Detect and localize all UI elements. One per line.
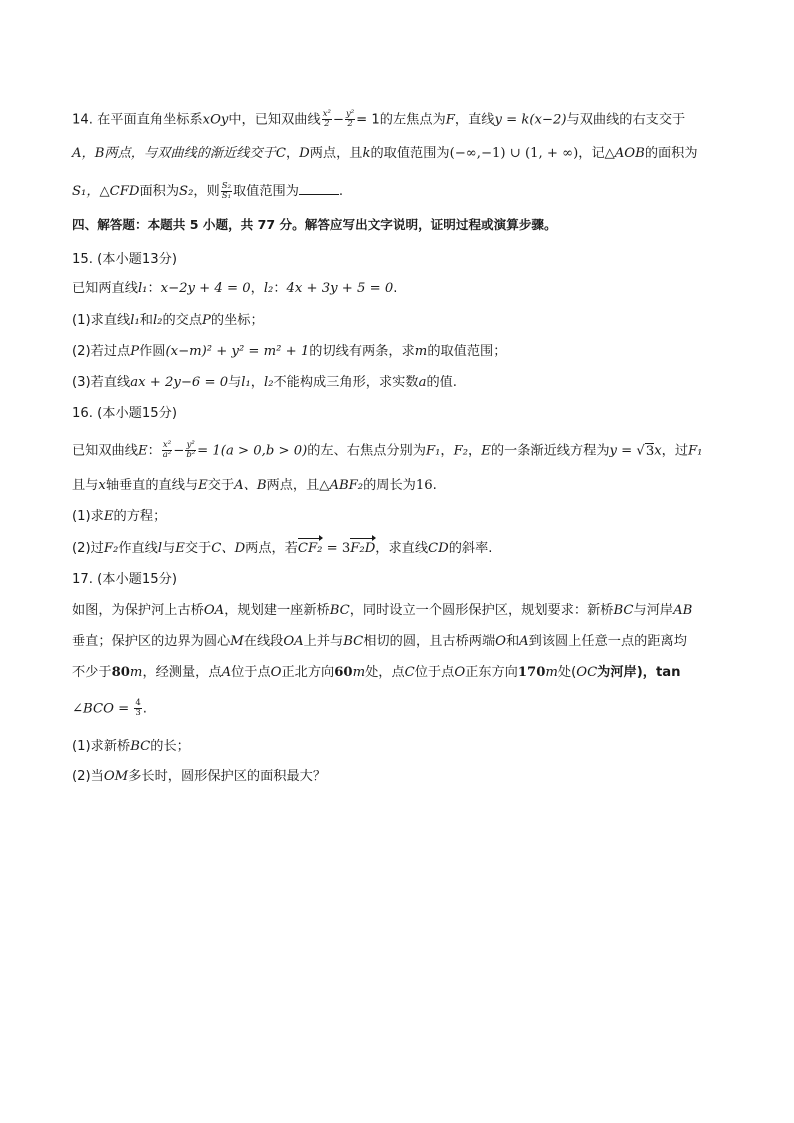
math-eq: = 3: [322, 541, 351, 556]
q15-intro: [72, 280, 732, 298]
answer-blank[interactable]: [299, 181, 339, 195]
text: (1)求: [72, 509, 104, 524]
math-k: k: [362, 146, 371, 161]
math-l1: l₁: [137, 281, 148, 296]
text: 正北方向: [281, 665, 335, 680]
math-triangle-aob: △AOB: [604, 146, 645, 161]
math-C: C: [404, 665, 415, 680]
text: .: [142, 701, 147, 717]
unit-m: m: [545, 665, 558, 680]
text: ，: [285, 146, 300, 161]
text: 且与: [72, 478, 99, 493]
math-BC: BC: [130, 739, 151, 754]
text: = 1的左焦点为: [356, 112, 446, 128]
math-l2: l₂: [263, 375, 274, 390]
text: 中，已知双曲线: [228, 112, 321, 128]
math-OC: OC: [576, 665, 598, 680]
q14-line-2: [72, 145, 732, 163]
text: 的切线有两条，求: [309, 344, 415, 359]
text: 的左、右焦点分别为: [307, 443, 426, 459]
math-l1: l₁: [241, 375, 251, 390]
math-triangle-cfd: △CFD: [99, 184, 140, 199]
frac-den: 2: [324, 119, 330, 129]
math-O: O: [454, 665, 466, 680]
fraction-s2-over-s1: [221, 182, 232, 201]
frac-num: x²: [322, 109, 331, 119]
text: 的取值范围；: [427, 344, 507, 359]
text: (1)求新桥: [72, 739, 131, 754]
text: 交于: [184, 541, 212, 556]
text: 与河岸: [633, 603, 674, 618]
text: 作直线: [118, 541, 158, 556]
math-eq: =: [113, 701, 134, 717]
q16-part-2: [72, 540, 732, 558]
q17-line-2: [72, 633, 732, 651]
text: 位于点: [414, 665, 455, 680]
fraction-y2-over-2: [345, 110, 355, 129]
num-80: 80: [111, 665, 130, 680]
q16-line-2: [72, 477, 732, 495]
math-S2: S₂: [179, 184, 194, 199]
math-AB: A、B: [234, 478, 267, 493]
text: 的一条渐近线方程为: [490, 443, 610, 459]
math-triangle-abf2: △ABF₂: [319, 478, 364, 493]
text: ，: [468, 443, 482, 459]
math-BC: BC: [343, 634, 364, 649]
math-l2: l₂: [263, 281, 274, 296]
math-x: x: [654, 443, 662, 459]
math-m: m: [414, 344, 428, 359]
minus: −: [332, 112, 344, 128]
text: (2)过: [72, 541, 104, 556]
math-AB: AB: [673, 603, 693, 618]
math-E: E: [137, 443, 148, 459]
vector-f2d: F₂D: [350, 541, 376, 556]
math-F: F: [445, 112, 455, 128]
text: 在线段: [243, 634, 284, 649]
q15-part-2: [72, 343, 732, 361]
text: ，经测量，点: [142, 665, 222, 680]
text: ，: [440, 443, 454, 459]
text: 相切的圆，且古桥两端: [363, 634, 496, 649]
text: (2)当: [72, 769, 104, 784]
text: ，: [250, 375, 264, 390]
frac-num: S₂: [221, 180, 231, 191]
fraction-4-over-3: [134, 699, 141, 718]
text: 的周长为: [363, 478, 416, 493]
text: (3)若直线: [72, 375, 131, 390]
text: .: [338, 184, 344, 199]
text: ，直线: [454, 112, 495, 128]
math-E: E: [198, 478, 208, 493]
math-line-eq: ax + 2y−6 = 0: [130, 375, 229, 390]
math-P: P: [202, 313, 211, 328]
q14-line-1: [72, 110, 732, 130]
fraction-x2-over-2: [322, 110, 332, 129]
q17-line-1: [72, 602, 732, 620]
text: 处，点: [365, 665, 405, 680]
math-eq: = 1(a > 0,b > 0): [197, 443, 308, 459]
frac-num: 4: [135, 698, 141, 708]
text: 与: [162, 541, 176, 556]
math-a: a: [418, 375, 427, 390]
num-60: 60: [334, 665, 353, 680]
math-F2: F₂: [453, 443, 468, 459]
section-4-title: 四、解答题：本题共 5 小题，共 77 分。解答应写出文字说明，证明过程或演算步骤。: [72, 217, 557, 232]
q15-header: 15. (本小题13分): [72, 252, 177, 267]
text: 面积为: [139, 184, 180, 199]
text: 的值.: [426, 375, 458, 390]
math-angle-bco: ∠BCO: [72, 701, 114, 717]
math-eq2: 4x + 3y + 5 = 0: [286, 281, 394, 296]
text: 两点，且: [266, 478, 320, 493]
text: ，规划建一座新桥: [224, 603, 330, 618]
math-CD: CD: [428, 541, 449, 556]
text: 轴垂直的直线与: [105, 478, 199, 493]
text: 为河岸)，tan: [597, 665, 681, 680]
math-F1: F₁: [425, 443, 441, 459]
math-A: A: [221, 665, 232, 680]
math-E: E: [175, 541, 185, 556]
text: 垂直；保护区的边界为圆心: [72, 634, 231, 649]
math-E: E: [481, 443, 491, 459]
text: ：: [147, 281, 161, 296]
q15-part-1: [72, 312, 732, 330]
math-M: M: [230, 634, 244, 649]
frac-num: y²: [186, 440, 195, 450]
text: (1)求直线: [72, 313, 131, 328]
text: 已知双曲线: [72, 443, 138, 459]
text: 的长；: [150, 739, 190, 754]
text: 与双曲线的右支交于: [566, 112, 686, 128]
vector-cf2: CF₂: [297, 541, 323, 556]
text: ：: [273, 281, 287, 296]
frac-num: x²: [162, 440, 172, 450]
math-OA: OA: [203, 603, 225, 618]
math-D: D: [299, 146, 310, 161]
text: 位于点: [231, 665, 271, 680]
math-CD: C、D: [211, 541, 246, 556]
text: ：: [147, 443, 161, 459]
math-S1: S₁，: [72, 184, 100, 199]
text: .: [432, 478, 437, 493]
q17-line-3: [72, 664, 732, 682]
math-P: P: [130, 344, 140, 359]
frac-den: a²: [162, 450, 172, 460]
sqrt-3: [645, 443, 654, 461]
text: 多长时，圆形保护区的面积最大？: [128, 769, 327, 784]
text: 已知两直线: [72, 281, 138, 296]
text: 与: [228, 375, 242, 390]
radicand: 3: [645, 443, 655, 459]
math-circle-eq: (x−m)² + y² = m² + 1: [165, 344, 310, 359]
q16-intro: 已知双曲线E： $\frac{\text{x²}}{\text{a²}}$ − $\frac{\text{y²}}{\text{b²}}$ = 1(a > 0,b > 0)的左、右焦点分别为F₁，F₂，E的一条渐近线方程为y = √3x，过F₁: [72, 440, 703, 460]
text: 不少于: [72, 665, 112, 680]
math-line-eq: y = k(x−2): [494, 112, 567, 128]
text: 的斜率.: [448, 541, 493, 556]
text: 作圆: [139, 344, 166, 359]
math-y-eq: y =: [609, 443, 637, 459]
q17-line-4: [72, 699, 732, 719]
text: ，则: [193, 184, 220, 199]
q14-line-3: [72, 181, 732, 201]
math-O: O: [495, 634, 506, 649]
frac-den: 3: [135, 708, 141, 718]
math-BC: BC: [329, 603, 350, 618]
math-O: O: [270, 665, 282, 680]
text: 两点，且: [309, 146, 363, 161]
math-OM: OM: [103, 769, 129, 784]
fraction-x2-over-a2: [162, 441, 172, 460]
frac-den: 2: [347, 119, 353, 129]
q16-part-1: [72, 508, 732, 526]
text: 上并与: [303, 634, 344, 649]
text: 不能构成三角形，求实数: [273, 375, 419, 390]
text: ，同时设立一个圆形保护区，规划要求：新桥: [349, 603, 614, 618]
text: 到该圆上任意一点的距离均: [528, 634, 687, 649]
text: 正东方向: [465, 665, 518, 680]
math-eq1: x−2y + 4 = 0: [160, 281, 251, 296]
text: 取值范围为: [232, 184, 299, 199]
q15-part-3: [72, 374, 732, 392]
unit-m: m: [129, 665, 143, 680]
text: .: [393, 281, 398, 296]
text: 如图，为保护河上古桥: [72, 603, 204, 618]
q16-header: 16. (本小题15分): [72, 406, 177, 421]
math-x: x: [98, 478, 106, 493]
math-A: A: [519, 634, 529, 649]
math-F2: F₂: [103, 541, 119, 556]
unit-m: m: [352, 665, 366, 680]
frac-den: b²: [186, 450, 196, 460]
math-l2: l₂: [152, 313, 163, 328]
text: A，B两点，与双曲线的渐近线交于: [72, 146, 276, 161]
text: 的面积为: [644, 146, 698, 161]
text: 的取值范围为: [370, 146, 450, 161]
text: ，: [250, 281, 264, 296]
q17-part-1: [72, 738, 732, 756]
text: ，过: [661, 443, 689, 459]
text: 和: [505, 634, 520, 649]
text: 交于: [207, 478, 235, 493]
text: ，求直线: [375, 541, 429, 556]
math-16: 16: [415, 478, 433, 493]
text: 的方程；: [113, 509, 167, 524]
text: 的坐标；: [210, 313, 264, 328]
frac-num: y²: [345, 109, 355, 119]
math-F1: F₁: [688, 443, 703, 459]
q17-header: 17. (本小题15分): [72, 572, 177, 587]
text: 14. 在平面直角坐标系: [72, 112, 203, 128]
q17-part-2: [72, 768, 732, 786]
text: 的交点: [162, 313, 203, 328]
text: 处(: [557, 665, 577, 680]
math-xoy: xOy: [202, 112, 229, 128]
math-C: C: [275, 146, 286, 161]
fraction-y2-over-b2: [185, 441, 196, 460]
math-l1: l₁: [130, 313, 140, 328]
math-l: l: [157, 541, 163, 556]
math-OA: OA: [283, 634, 304, 649]
text: ，记: [578, 146, 605, 161]
text: 和: [139, 313, 153, 328]
text: (2)若过点: [72, 344, 131, 359]
num-170: 170: [517, 665, 546, 680]
frac-den: S₁: [221, 190, 231, 201]
math-BC: BC: [613, 603, 634, 618]
text: 两点，若: [245, 541, 298, 556]
math-E: E: [103, 509, 114, 524]
math-range: (−∞,−1) ∪ (1, + ∞): [449, 146, 579, 161]
